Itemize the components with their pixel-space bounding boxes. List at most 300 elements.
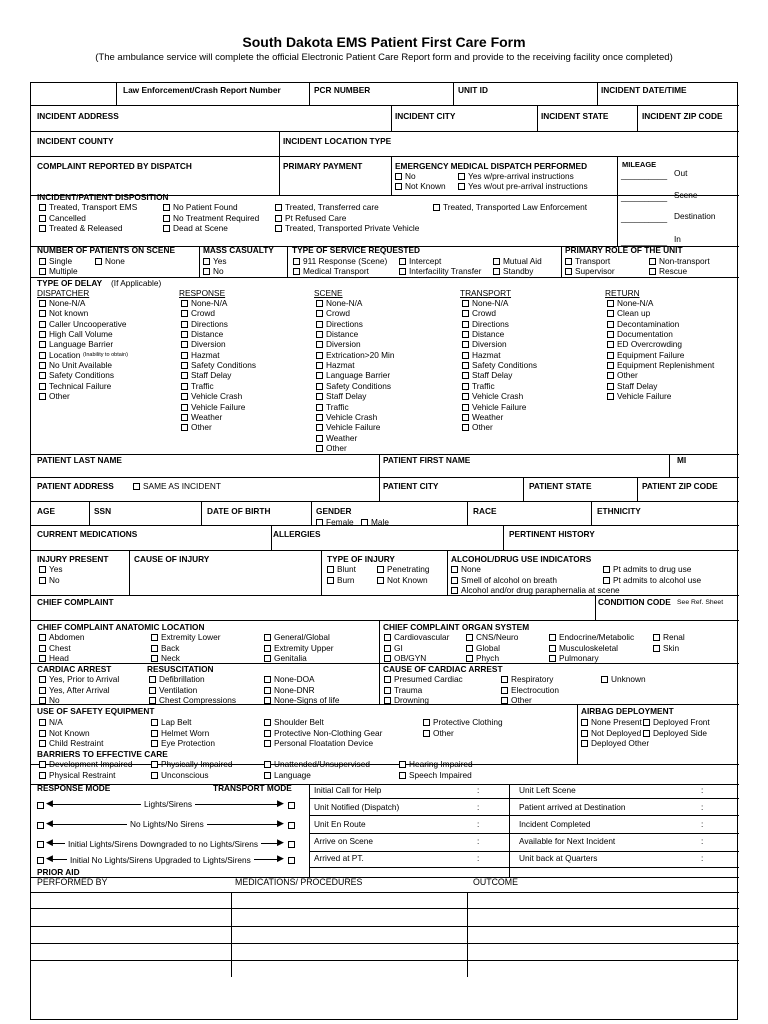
- checkbox-option[interactable]: [423, 717, 503, 727]
- delay-option[interactable]: [462, 329, 504, 339]
- delay-option[interactable]: [39, 319, 126, 329]
- delay-option[interactable]: [181, 319, 228, 329]
- checkbox[interactable]: [288, 820, 298, 830]
- checkbox[interactable]: [458, 183, 465, 190]
- checkbox[interactable]: [327, 577, 334, 584]
- checkbox-option[interactable]: [264, 717, 324, 727]
- checkbox[interactable]: [181, 424, 188, 431]
- checkbox-option[interactable]: [39, 653, 69, 663]
- checkbox-option[interactable]: [264, 685, 315, 695]
- checkbox-option[interactable]: [399, 266, 481, 276]
- checkbox-option[interactable]: [264, 770, 311, 780]
- checkbox-option[interactable]: [39, 266, 78, 276]
- checkbox[interactable]: [462, 331, 469, 338]
- checkbox[interactable]: [39, 676, 46, 683]
- delay-option[interactable]: [181, 350, 220, 360]
- checkbox-option[interactable]: [451, 564, 481, 574]
- checkbox[interactable]: [39, 655, 46, 662]
- checkbox[interactable]: [181, 393, 188, 400]
- checkbox-option[interactable]: [39, 738, 103, 748]
- checkbox[interactable]: [316, 519, 323, 526]
- checkbox-option[interactable]: [39, 256, 72, 266]
- checkbox-option[interactable]: [565, 266, 615, 276]
- delay-option[interactable]: [316, 339, 361, 349]
- checkbox[interactable]: [462, 352, 469, 359]
- checkbox[interactable]: [288, 839, 298, 849]
- delay-option[interactable]: [462, 298, 508, 308]
- checkbox[interactable]: [549, 645, 556, 652]
- checkbox[interactable]: [653, 645, 660, 652]
- checkbox[interactable]: [493, 268, 500, 275]
- delay-option[interactable]: [181, 298, 227, 308]
- checkbox-option[interactable]: [384, 685, 422, 695]
- checkbox[interactable]: [466, 645, 473, 652]
- checkbox-option[interactable]: [466, 653, 499, 663]
- delay-option[interactable]: [181, 412, 222, 422]
- checkbox[interactable]: [39, 687, 46, 694]
- checkbox-option[interactable]: [149, 695, 236, 705]
- delay-option[interactable]: [39, 370, 114, 380]
- checkbox-option[interactable]: [39, 759, 132, 769]
- checkbox[interactable]: [399, 268, 406, 275]
- checkbox-option[interactable]: [603, 575, 701, 585]
- delay-option[interactable]: [39, 329, 113, 339]
- checkbox[interactable]: [433, 204, 440, 211]
- checkbox-option[interactable]: [151, 653, 180, 663]
- checkbox[interactable]: [501, 676, 508, 683]
- checkbox[interactable]: [151, 730, 158, 737]
- checkbox[interactable]: [149, 697, 156, 704]
- checkbox[interactable]: [653, 634, 660, 641]
- checkbox[interactable]: [466, 634, 473, 641]
- checkbox[interactable]: [501, 697, 508, 704]
- checkbox-option[interactable]: [501, 685, 559, 695]
- delay-option[interactable]: [181, 329, 223, 339]
- checkbox[interactable]: [384, 697, 391, 704]
- checkbox-option[interactable]: [549, 632, 634, 642]
- checkbox-option[interactable]: [384, 674, 463, 684]
- checkbox[interactable]: [181, 362, 188, 369]
- delay-option[interactable]: [316, 308, 350, 318]
- checkbox-option[interactable]: [163, 223, 228, 233]
- checkbox[interactable]: [462, 310, 469, 317]
- checkbox[interactable]: [151, 740, 158, 747]
- checkbox[interactable]: [399, 772, 406, 779]
- delay-option[interactable]: [316, 350, 394, 360]
- checkbox-option[interactable]: [39, 770, 115, 780]
- checkbox-option[interactable]: [151, 738, 215, 748]
- checkbox[interactable]: [264, 719, 271, 726]
- checkbox-option[interactable]: [501, 695, 532, 705]
- checkbox[interactable]: [462, 393, 469, 400]
- checkbox-option[interactable]: [163, 213, 259, 223]
- checkbox[interactable]: [399, 258, 406, 265]
- delay-option[interactable]: [316, 433, 357, 443]
- checkbox-option[interactable]: [264, 674, 315, 684]
- checkbox[interactable]: [462, 362, 469, 369]
- delay-option[interactable]: [607, 329, 673, 339]
- checkbox[interactable]: [149, 676, 156, 683]
- checkbox[interactable]: [316, 445, 323, 452]
- checkbox[interactable]: [581, 730, 588, 737]
- checkbox-option[interactable]: [399, 770, 472, 780]
- checkbox-option[interactable]: [549, 643, 618, 653]
- delay-option[interactable]: [181, 402, 245, 412]
- delay-option[interactable]: [607, 370, 638, 380]
- checkbox-option[interactable]: [264, 643, 333, 653]
- checkbox[interactable]: [549, 634, 556, 641]
- checkbox-option[interactable]: [601, 674, 646, 684]
- checkbox[interactable]: [264, 676, 271, 683]
- checkbox[interactable]: [581, 719, 588, 726]
- checkbox-option[interactable]: [493, 266, 533, 276]
- checkbox[interactable]: [384, 687, 391, 694]
- checkbox[interactable]: [316, 352, 323, 359]
- checkbox-option[interactable]: [39, 564, 63, 574]
- checkbox-option[interactable]: [275, 223, 419, 233]
- delay-option[interactable]: [39, 381, 111, 391]
- checkbox-option[interactable]: [549, 653, 599, 663]
- checkbox[interactable]: [264, 655, 271, 662]
- checkbox-option[interactable]: [649, 256, 710, 266]
- checkbox[interactable]: [39, 697, 46, 704]
- delay-option[interactable]: [181, 360, 256, 370]
- checkbox-option[interactable]: [327, 575, 355, 585]
- checkbox-option[interactable]: [264, 695, 340, 705]
- checkbox-option[interactable]: [293, 256, 387, 266]
- checkbox[interactable]: [462, 372, 469, 379]
- checkbox[interactable]: [264, 697, 271, 704]
- checkbox-option[interactable]: [39, 717, 63, 727]
- checkbox[interactable]: [264, 730, 271, 737]
- checkbox-option[interactable]: [581, 728, 641, 738]
- checkbox-option[interactable]: [39, 643, 71, 653]
- checkbox[interactable]: [203, 268, 210, 275]
- checkbox-option[interactable]: [423, 728, 454, 738]
- checkbox-option[interactable]: [151, 770, 209, 780]
- checkbox[interactable]: [181, 331, 188, 338]
- checkbox[interactable]: [384, 655, 391, 662]
- checkbox[interactable]: [603, 566, 610, 573]
- checkbox[interactable]: [149, 687, 156, 694]
- checkbox[interactable]: [377, 566, 384, 573]
- checkbox[interactable]: [493, 258, 500, 265]
- delay-option[interactable]: [462, 422, 493, 432]
- checkbox-option[interactable]: [399, 759, 473, 769]
- checkbox-option[interactable]: [384, 653, 426, 663]
- checkbox[interactable]: [264, 772, 271, 779]
- delay-option[interactable]: [607, 391, 671, 401]
- checkbox[interactable]: [462, 383, 469, 390]
- delay-option[interactable]: [607, 339, 682, 349]
- delay-option[interactable]: [316, 381, 391, 391]
- checkbox[interactable]: [462, 414, 469, 421]
- checkbox[interactable]: [316, 362, 323, 369]
- checkbox[interactable]: [462, 300, 469, 307]
- checkbox-option[interactable]: [293, 266, 369, 276]
- checkbox-option[interactable]: [384, 632, 449, 642]
- checkbox[interactable]: [203, 258, 210, 265]
- checkbox[interactable]: [423, 730, 430, 737]
- checkbox-option[interactable]: [603, 564, 691, 574]
- checkbox[interactable]: [316, 331, 323, 338]
- checkbox[interactable]: [649, 268, 656, 275]
- delay-option[interactable]: [462, 350, 501, 360]
- delay-option[interactable]: [181, 381, 214, 391]
- checkbox-option[interactable]: [377, 575, 428, 585]
- checkbox[interactable]: [264, 645, 271, 652]
- checkbox-option[interactable]: [264, 728, 382, 738]
- delay-option[interactable]: [181, 339, 226, 349]
- checkbox[interactable]: [462, 321, 469, 328]
- checkbox-option[interactable]: [377, 564, 429, 574]
- checkbox[interactable]: [264, 761, 271, 768]
- checkbox-option[interactable]: [149, 674, 205, 684]
- checkbox-option[interactable]: [361, 517, 389, 527]
- checkbox[interactable]: [316, 372, 323, 379]
- checkbox[interactable]: [39, 372, 46, 379]
- checkbox[interactable]: [423, 719, 430, 726]
- checkbox-option[interactable]: [264, 653, 307, 663]
- checkbox[interactable]: [316, 435, 323, 442]
- checkbox-option[interactable]: [203, 266, 224, 276]
- checkbox[interactable]: [39, 719, 46, 726]
- delay-option[interactable]: [316, 402, 349, 412]
- delay-option[interactable]: [181, 308, 215, 318]
- checkbox[interactable]: [39, 300, 46, 307]
- same-as-incident-checkbox[interactable]: [133, 481, 221, 491]
- checkbox-option[interactable]: [458, 181, 588, 191]
- checkbox[interactable]: [316, 424, 323, 431]
- checkbox[interactable]: [462, 424, 469, 431]
- checkbox[interactable]: [316, 414, 323, 421]
- checkbox[interactable]: [395, 183, 402, 190]
- delay-option[interactable]: [462, 402, 526, 412]
- checkbox[interactable]: [462, 341, 469, 348]
- checkbox[interactable]: [316, 300, 323, 307]
- checkbox[interactable]: [458, 173, 465, 180]
- delay-option[interactable]: [607, 308, 650, 318]
- delay-option[interactable]: [39, 339, 113, 349]
- checkbox[interactable]: [151, 645, 158, 652]
- checkbox[interactable]: [288, 800, 298, 810]
- checkbox[interactable]: [327, 566, 334, 573]
- checkbox[interactable]: [316, 404, 323, 411]
- checkbox-option[interactable]: [264, 738, 373, 748]
- checkbox-option[interactable]: [395, 181, 446, 191]
- checkbox[interactable]: [151, 634, 158, 641]
- checkbox-option[interactable]: [653, 643, 679, 653]
- checkbox-option[interactable]: [95, 256, 125, 266]
- checkbox[interactable]: [275, 204, 282, 211]
- checkbox-option[interactable]: [163, 202, 238, 212]
- delay-option[interactable]: [462, 308, 496, 318]
- checkbox-option[interactable]: [275, 213, 346, 223]
- delay-option[interactable]: [39, 298, 85, 308]
- checkbox[interactable]: [163, 215, 170, 222]
- checkbox-option[interactable]: [151, 632, 220, 642]
- checkbox-option[interactable]: [39, 223, 123, 233]
- checkbox-option[interactable]: [39, 728, 90, 738]
- checkbox[interactable]: [95, 258, 102, 265]
- checkbox[interactable]: [133, 483, 140, 490]
- checkbox[interactable]: [607, 383, 614, 390]
- checkbox[interactable]: [316, 383, 323, 390]
- delay-option[interactable]: [462, 412, 503, 422]
- checkbox-option[interactable]: [466, 632, 518, 642]
- checkbox[interactable]: [451, 577, 458, 584]
- checkbox-option[interactable]: [203, 256, 227, 266]
- checkbox[interactable]: [316, 341, 323, 348]
- checkbox[interactable]: [316, 393, 323, 400]
- checkbox-option[interactable]: [643, 717, 710, 727]
- delay-option[interactable]: [316, 370, 390, 380]
- checkbox[interactable]: [643, 719, 650, 726]
- checkbox[interactable]: [39, 204, 46, 211]
- checkbox-option[interactable]: [399, 256, 441, 266]
- checkbox[interactable]: [39, 215, 46, 222]
- delay-option[interactable]: [39, 308, 88, 318]
- checkbox-option[interactable]: [384, 695, 429, 705]
- checkbox[interactable]: [607, 372, 614, 379]
- checkbox-option[interactable]: [39, 202, 137, 212]
- checkbox[interactable]: [565, 258, 572, 265]
- checkbox[interactable]: [181, 321, 188, 328]
- delay-option[interactable]: [462, 381, 495, 391]
- delay-option[interactable]: [462, 319, 509, 329]
- checkbox[interactable]: [607, 362, 614, 369]
- checkbox[interactable]: [607, 341, 614, 348]
- checkbox[interactable]: [293, 258, 300, 265]
- checkbox-option[interactable]: [151, 759, 232, 769]
- checkbox-option[interactable]: [581, 717, 642, 727]
- checkbox-option[interactable]: [151, 728, 209, 738]
- delay-option[interactable]: [462, 339, 507, 349]
- checkbox[interactable]: [181, 383, 188, 390]
- checkbox[interactable]: [39, 331, 46, 338]
- checkbox[interactable]: [39, 645, 46, 652]
- checkbox[interactable]: [601, 676, 608, 683]
- checkbox[interactable]: [151, 761, 158, 768]
- checkbox[interactable]: [384, 676, 391, 683]
- delay-option[interactable]: [316, 443, 347, 453]
- checkbox-option[interactable]: [565, 256, 610, 266]
- checkbox-option[interactable]: [493, 256, 542, 266]
- delay-option[interactable]: [607, 360, 714, 370]
- checkbox[interactable]: [607, 321, 614, 328]
- delay-option[interactable]: [316, 329, 358, 339]
- checkbox-option[interactable]: [581, 738, 649, 748]
- delay-option[interactable]: [181, 391, 242, 401]
- checkbox[interactable]: [384, 634, 391, 641]
- checkbox[interactable]: [39, 634, 46, 641]
- checkbox[interactable]: [181, 372, 188, 379]
- delay-option[interactable]: [39, 360, 112, 370]
- checkbox[interactable]: [361, 519, 368, 526]
- delay-option[interactable]: [39, 391, 70, 401]
- checkbox[interactable]: [275, 215, 282, 222]
- checkbox[interactable]: [181, 414, 188, 421]
- checkbox[interactable]: [39, 268, 46, 275]
- checkbox-option[interactable]: [327, 564, 356, 574]
- checkbox[interactable]: [151, 719, 158, 726]
- checkbox[interactable]: [316, 321, 323, 328]
- checkbox[interactable]: [399, 761, 406, 768]
- checkbox-option[interactable]: [264, 759, 370, 769]
- checkbox-option[interactable]: [264, 632, 330, 642]
- delay-option[interactable]: [316, 422, 380, 432]
- checkbox[interactable]: [39, 730, 46, 737]
- checkbox-option[interactable]: [39, 674, 119, 684]
- checkbox[interactable]: [264, 687, 271, 694]
- checkbox[interactable]: [607, 300, 614, 307]
- delay-option[interactable]: [39, 350, 80, 360]
- checkbox[interactable]: [377, 577, 384, 584]
- checkbox[interactable]: [607, 393, 614, 400]
- checkbox[interactable]: [549, 655, 556, 662]
- delay-option[interactable]: [316, 360, 355, 370]
- checkbox[interactable]: [565, 268, 572, 275]
- checkbox-option[interactable]: [433, 202, 587, 212]
- checkbox-option[interactable]: [501, 674, 553, 684]
- checkbox[interactable]: [39, 362, 46, 369]
- delay-option[interactable]: [462, 391, 523, 401]
- checkbox[interactable]: [39, 566, 46, 573]
- checkbox-option[interactable]: [39, 695, 60, 705]
- checkbox[interactable]: [395, 173, 402, 180]
- checkbox[interactable]: [649, 258, 656, 265]
- delay-option[interactable]: [607, 350, 684, 360]
- checkbox-option[interactable]: [458, 171, 574, 181]
- checkbox[interactable]: [607, 352, 614, 359]
- checkbox[interactable]: [384, 645, 391, 652]
- checkbox[interactable]: [293, 268, 300, 275]
- checkbox[interactable]: [39, 577, 46, 584]
- checkbox[interactable]: [643, 730, 650, 737]
- delay-option[interactable]: [607, 319, 679, 329]
- delay-option[interactable]: [316, 391, 366, 401]
- checkbox[interactable]: [451, 566, 458, 573]
- checkbox[interactable]: [39, 393, 46, 400]
- delay-option[interactable]: [462, 370, 512, 380]
- checkbox-option[interactable]: [643, 728, 707, 738]
- delay-option[interactable]: [462, 360, 537, 370]
- checkbox[interactable]: [607, 310, 614, 317]
- checkbox[interactable]: [39, 321, 46, 328]
- checkbox-option[interactable]: [39, 685, 110, 695]
- checkbox[interactable]: [466, 655, 473, 662]
- checkbox-option[interactable]: [149, 685, 197, 695]
- checkbox-option[interactable]: [275, 202, 379, 212]
- checkbox[interactable]: [39, 310, 46, 317]
- delay-option[interactable]: [316, 298, 362, 308]
- checkbox-option[interactable]: [39, 213, 86, 223]
- checkbox[interactable]: [264, 740, 271, 747]
- checkbox-option[interactable]: [653, 632, 685, 642]
- checkbox[interactable]: [264, 634, 271, 641]
- checkbox-option[interactable]: [39, 632, 85, 642]
- checkbox[interactable]: [181, 310, 188, 317]
- checkbox[interactable]: [39, 258, 46, 265]
- checkbox-option[interactable]: [316, 517, 354, 527]
- checkbox-option[interactable]: [466, 643, 500, 653]
- checkbox-option[interactable]: [395, 171, 416, 181]
- delay-option[interactable]: [181, 422, 212, 432]
- checkbox-option[interactable]: [451, 575, 557, 585]
- checkbox-option[interactable]: [151, 643, 179, 653]
- checkbox[interactable]: [607, 331, 614, 338]
- delay-option[interactable]: [316, 412, 377, 422]
